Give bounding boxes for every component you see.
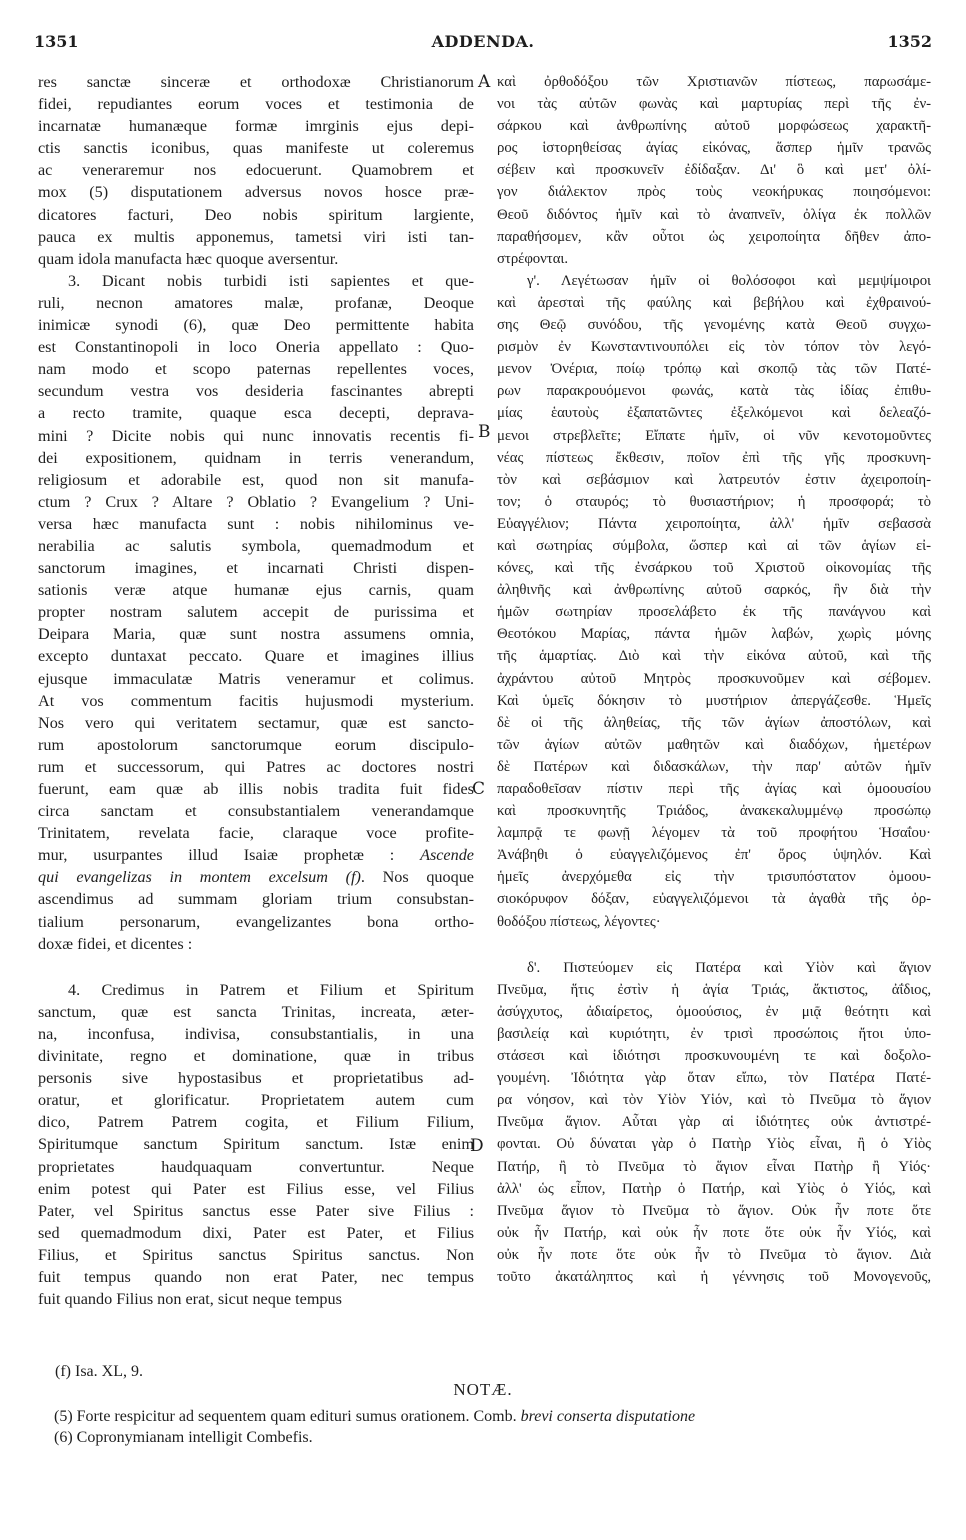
greek-line: μενον Ὀνέρια, ποίῳ τρόπῳ καὶ σκοπῷ τὰς τῶν Πατέ-: [497, 361, 931, 378]
greek-line: Θεοῦ διδόντος ἡμῖν καὶ τὸ ἀναπνεῖν, ὀλίγα ἐκ πολλῶν: [497, 206, 931, 223]
greek-line: Πατήρ, ἢ τὸ Πνεῦμα τὸ ἅγιον εἶναι Πατὴρ ἢ Υἱός·: [497, 1158, 931, 1175]
running-title: ADDENDA.: [431, 32, 535, 51]
greek-line: γ'. Λεγέτωσαν ἡμῖν οἱ θολόσοφοι καὶ μεμψίμοιροι: [527, 272, 931, 289]
latin-line: nam modo et scopo paternas repellentes voces,: [38, 360, 474, 379]
latin-line: pauca ex multis apponemus, tametsi viri isti tan-: [38, 227, 474, 246]
latin-line: ctis sanctis iconibus, quas manifeste ut coleremus: [38, 139, 474, 158]
greek-line: τον; ὁ σταυρός; τὸ θυσιαστήριον; ἡ προσφορά; τὸ: [497, 493, 931, 510]
latin-line: nerabilia ac salutis symbola, quemadmodum et: [38, 536, 474, 555]
latin-line: mur, usurpantes illud Isaiæ prophetæ : Ascende: [38, 846, 474, 865]
greek-line: Πνεῦμα ἅγιον τὸ Πνεῦμα τὸ ἅγιον. Οὐκ ἦν ποτε ὅτε: [497, 1202, 931, 1219]
latin-line: rum apostolorum sanctorumque eorum discipulo-: [38, 735, 474, 754]
greek-line: φονται. Οὐ δύναται γὰρ ὁ Πατὴρ Υἱὸς εἶναι, ἢ ὁ Υἱὸς: [497, 1136, 931, 1153]
latin-line: fuit quando Filius non erat, sicut neque tempus: [38, 1290, 342, 1309]
latin-line: qui evangelizas in montem excelsum (f). Nos quoque: [38, 868, 474, 887]
greek-line: ρων παρακρουόμενοι φωνάς, κατὰ τὰς ἰδίας ἐπιθυ-: [497, 383, 931, 400]
latin-line: inimicæ synodi (6), quæ Deo permittente habita: [38, 316, 474, 335]
greek-line: μίας ἑαυτοὺς ἐξαπατῶντες ἐξελκόμενοι καὶ δελεαζό-: [497, 405, 931, 422]
latin-line: versa hæc manufacta sunt : nobis nihilominus ve-: [38, 514, 474, 533]
greek-line: τοῦτο ἀκατάληπτος καὶ ἡ γέννησις τοῦ Μονογενοῦς,: [497, 1268, 931, 1285]
greek-line: σης Θεῷ συνόδου, τῆς γενομένης κατὰ Θεοῦ συγχω-: [497, 317, 931, 334]
greek-line: δὲ Πατέρων καὶ διδασκάλων, τὴν παρ' αὐτῶν ἡμῖν: [497, 758, 931, 775]
greek-line: ἡμεῖς ἀνερχόμεθα εἰς τὴν τρισυπόστατον ὁμοου-: [497, 869, 931, 886]
latin-line: personis sive hypostasibus et proprietatibus ad-: [38, 1069, 474, 1088]
latin-line: tialium personarum, evangelizantes bona ortho-: [38, 912, 474, 931]
greek-line: γουμένη. Ἰδιότητα γὰρ ὅταν εἴπω, τὸν Πατέρα Πατέ-: [497, 1070, 931, 1087]
latin-line: Pater, vel Spiritus sanctus esse Pater sive Filius :: [38, 1201, 474, 1220]
greek-line: παραδοθεῖσαν πίστιν περὶ τῆς ἁγίας καὶ ὁμοουσίου: [497, 781, 931, 797]
latin-line: fuerunt, eam quæ ab illis nobis tradita fuit fides: [38, 780, 474, 798]
greek-line: καὶ προσκυνητῆς Τριάδος, ἀνακεκαλυμμένῳ προσώπῳ: [497, 803, 931, 820]
latin-line: dei expositionem, quidnam in terris venerandum,: [38, 448, 474, 467]
latin-line: Trinitatem, revelata facie, claraque voce profite-: [38, 824, 474, 843]
latin-line: religiosum et adorabile est, quod non sit manufa-: [38, 470, 474, 489]
greek-line: καὶ ἀρεσταὶ τῆς φαύλης καὶ βεβήλου καὶ ἐχθραινού-: [497, 294, 931, 311]
greek-line: Εὐαγγέλιον; Πάντα χειροποίητα, ἀλλ' ἡμῖν σεβασσὰ: [497, 515, 931, 532]
greek-line: ἀσύγχυτος, ἀδιαίρετος, ὁμοούσιος, ἐν μιᾷ θεότητι καὶ: [497, 1003, 931, 1020]
greek-line: λαμπρᾷ τε φωνῇ λέγομεν τὰ τοῦ προφήτου Ἡσαΐου·: [497, 825, 931, 842]
latin-line: 4. Credimus in Patrem et Filium et Spiritum: [68, 980, 474, 999]
latin-line: doxæ fidei, et dicentes :: [38, 934, 193, 953]
note-6: (6) Copronymianam intelligit Combefis.: [54, 1429, 313, 1446]
greek-line: σιοκόρυφον δόξαν, εὐαγγελιζόμενοι τὰ ἀγαθὰ τῆς ὀρ-: [497, 891, 931, 908]
greek-line: τῆς ἁμαρτίας. Διὸ καὶ τὴν εἰκόνα αὐτοῦ, καὶ τῆς: [497, 648, 931, 665]
latin-italic-quote-end: qui evangelizas in montem excelsum (f): [38, 868, 361, 887]
latin-line: excepto duntaxat peccato. Quare et imagines illius: [38, 647, 474, 666]
latin-line: ruli, necnon amatores malæ, profanæ, Deoque: [38, 293, 474, 312]
section-marker-c: C: [472, 779, 486, 799]
latin-line: sed quemadmodum dixi, Pater est Pater, et Filius: [38, 1223, 474, 1242]
greek-line: Πνεῦμα, ἥτις ἐστὶν ἡ ἁγία Τριάς, ἄκτιστος, ἀΐδιος,: [497, 981, 931, 998]
greek-line: παραθήσομεν, κἂν οὗτοι ὡς χειροποίητα δῆθεν ἀπο-: [497, 228, 931, 245]
latin-line: dico, Patrem Patrem cogita, et Filium Filium,: [38, 1113, 474, 1132]
section-marker-d: D: [470, 1136, 484, 1156]
greek-line: γον διάλεκτον πρὸς τοὺς νεοκήρυκας ποιησόμενοι:: [497, 184, 931, 201]
latin-line: fuit tempus quando non erat Pater, nec tempus: [38, 1267, 474, 1286]
greek-line: θοδόξου πίστεως, λέγοντες·: [497, 913, 661, 930]
latin-line: sationis veræ atque humanæ ejus carnis, quam: [38, 581, 474, 600]
latin-line: circa sanctam et consubstantialem venerandamque: [38, 802, 474, 821]
latin-line: secundum vestra vos desideria fascinantes abrepti: [38, 382, 474, 401]
greek-line: Καὶ ὑμεῖς δόκησιν τὸ μυστήριον ἀπεργάζεσθε. Ἡμεῖς: [497, 692, 931, 709]
latin-line: Nos vero qui veritatem sectamur, quæ est sancto-: [38, 713, 474, 732]
latin-line: fidei, repudiantes eorum voces et testimonia de: [38, 95, 474, 114]
greek-line: μενοι στρεβλεῖτε; Εἴπατε ἡμῖν, οἱ νῦν κενοτομοῦντες: [497, 427, 931, 444]
latin-line: quam idola manufacta hæc quoque aversentur.: [38, 249, 339, 268]
greek-line: ρος ἱστορηθείσας ἁγίας εἰκόνας, ἅσπερ ἡμῖν τρανῶς: [497, 140, 931, 157]
greek-line: ρα νόησον, καὶ τὸν Υἱὸν Υἱόν, καὶ τὸ Πνεῦμα τὸ ἅγιον: [497, 1092, 931, 1109]
greek-line: στρέφονται.: [497, 250, 568, 267]
greek-line: βασιλείᾳ καὶ κυριότητι, ἐν τρισὶ προσώποις ἤτοι ὑπο-: [497, 1025, 931, 1042]
right-page-number: 1352: [887, 32, 932, 51]
greek-line: τὸν καὶ σεβάσμιον καὶ λατρευτόν ἐστιν ἀχειροποίη-: [497, 471, 931, 488]
latin-line: sanctorum imagines, et incarnati Christi dispen-: [38, 559, 474, 578]
page-header: [34, 32, 932, 56]
greek-column: [497, 71, 931, 1288]
note-5-italic: brevi conserta disputatione: [520, 1408, 696, 1425]
latin-line: divinitate, regno et dominatione, quæ in tribus: [38, 1047, 474, 1066]
latin-line: At vos commentum facitis hujusmodi mysterium.: [38, 691, 474, 710]
greek-line: στάσεσι καὶ ἰδιότησι προσκυνουμένη τε καὶ δοξολο-: [497, 1048, 931, 1065]
greek-line: δὲ οἱ τῆς ἀληθείας, τῆς τῶν ἁγίων ἀποστόλων, καὶ: [497, 714, 931, 731]
greek-line: Πνεῦμα ἅγιον. Αὗται γὰρ αἱ ἰδιότητες οὐκ ἀντιστρέ-: [497, 1114, 931, 1131]
notes-heading: NOTÆ.: [453, 1380, 513, 1399]
greek-line: κόνες, καὶ τῆς ἐνσάρκου τοῦ Χριστοῦ οἰκονομίας τῆς: [497, 560, 931, 577]
greek-line: Θεοτόκου Μαρίας, πάντα ἡμῶν λαβών, χωρὶς μόνης: [497, 626, 931, 643]
greek-line: δ'. Πιστεύομεν εἰς Πατέρα καὶ Υἱὸν καὶ ἅγιον: [527, 959, 931, 976]
latin-line: est Constantinopoli in loco Oneria appellato : Quo-: [38, 338, 474, 357]
latin-line: dicatores facturi, Deo nobis spiritum largiente,: [38, 205, 474, 224]
latin-line: mox (5) disputationem adversus novos hosce præ-: [38, 183, 474, 202]
notes-block: [54, 1406, 934, 1448]
greek-line: σέβειν καὶ προσκυνεῖν ἐδίδαξαν. Δι' ὃ καὶ μετ' ὀλί-: [497, 162, 931, 179]
latin-line: ac veneraremur nos edocuerunt. Quamobrem et: [38, 161, 474, 180]
greek-line: ἡμῶν σωτηρίαν προσελάβετο ἐκ τῆς πανάγνου καὶ: [497, 604, 931, 621]
left-page-number: 1351: [34, 32, 79, 51]
greek-line: τῶν ἁγίων αὐτῶν μαθητῶν καὶ διαδόχων, ἡμετέρων: [497, 736, 931, 753]
note-5: [54, 1406, 934, 1427]
greek-line: οὐκ ἦν Πατήρ, καὶ οὐκ ἦν ποτε ὅτε οὐκ ἦν Υἱός, καὶ: [497, 1224, 931, 1241]
greek-line: οὐκ ἦν ποτε ὅτε οὐκ ἦν τὸ Πνεῦμα τὸ ἅγιον. Διὰ: [497, 1246, 931, 1263]
greek-line: νέας πίστεως ἔκθεσιν, ποῖον ἐπὶ τῆς γῆς προσκυνη-: [497, 449, 931, 466]
scripture-footnote: (f) Isa. XL, 9.: [55, 1363, 143, 1380]
latin-line: propter nostram salutem accepit de purissima et: [38, 603, 474, 622]
latin-line: na, inconfusa, indivisa, consubstantialis, in una: [38, 1024, 474, 1043]
note-5-text: (5) Forte respicitur ad sequentem quam edituri sumus orationem. Comb.: [54, 1408, 521, 1425]
section-marker-b: B: [478, 422, 491, 442]
latin-line: mini ? Dicite nobis qui nunc innovatis recentis fi-: [38, 426, 474, 445]
latin-line: proprietates haudquaquam convertuntur. Neque: [38, 1157, 474, 1176]
latin-line: oratur, et glorificatur. Proprietatem autem cum: [38, 1091, 474, 1110]
greek-line: νοι τὰς αὐτῶν φωνὰς καὶ μαρτυρίας περὶ τῆς ἐν-: [497, 96, 931, 113]
greek-line: ρισμὸν ἐν Κωνσταντινουπόλει εἰς τὸν τόπον τὸν λεγό-: [497, 339, 931, 356]
greek-line: καὶ ὀρθοδόξου τῶν Χριστιανῶν πίστεως, παρωσάμε-: [497, 74, 931, 90]
latin-line: ejusque immaculatæ Matris veneramur et colimus.: [38, 669, 474, 688]
greek-line: σάρκου καὶ ἀνθρωπίνης αὐτοῦ μορφώσεως χαρακτῆ-: [497, 118, 931, 135]
latin-line: 3. Dicant nobis turbidi isti sapientes et que-: [68, 271, 474, 290]
latin-line: sanctum, quæ est sancta Trinitas, increata, æter-: [38, 1002, 474, 1021]
latin-line: res sanctæ sinceræ et orthodoxæ Christianorum: [38, 73, 474, 91]
latin-line: incarnatæ humanæque formæ imrginis ejus depi-: [38, 117, 474, 136]
greek-line: ἀλλ' ὡς εἶπον, Πατὴρ ὁ Πατήρ, καὶ Υἱὸς ὁ Υἱός, καὶ: [497, 1180, 931, 1197]
latin-column: [38, 71, 474, 1310]
latin-line: Spiritumque sanctum Spiritum sanctum. Istæ enim: [38, 1135, 474, 1154]
latin-line: Deipara Maria, quæ sunt nostra assumens omnia,: [38, 625, 474, 644]
latin-italic-quote-start: Ascende: [420, 846, 474, 865]
latin-line: enim potest qui Pater est Filius esse, vel Filius: [38, 1179, 474, 1198]
latin-line: rum et successorum, qui Patres ac doctores nostri: [38, 757, 474, 776]
latin-line: a recto tramite, quaque esca decepti, deprava-: [38, 404, 474, 423]
greek-line: Ἀνάβηθι ὁ εὐαγγελιζόμενος ἐπ' ὄρος ὑψηλόν. Καὶ: [497, 847, 931, 864]
greek-line: ἀχράντου αὐτοῦ Μητρὸς προσκυνοῦμεν καὶ σέβομεν.: [497, 670, 931, 687]
latin-line: Filius, et Spiritus sanctus Spiritus sanctus. Non: [38, 1245, 474, 1264]
greek-line: ἀληθινῆς καὶ ἀνθρωπίνης αὐτοῦ σαρκός, ἣν διὰ τὴν: [497, 582, 931, 599]
latin-line: ascendimus ad summam gloriam trium consubstan-: [38, 890, 474, 909]
section-marker-a: A: [478, 72, 491, 92]
latin-line: ctum ? Crux ? Altare ? Oblatio ? Evangelium ? Uni-: [38, 492, 474, 511]
greek-line: καὶ σωτηρίας σύμβολα, ὥσπερ καὶ αἱ τῶν ἁγίων εἰ-: [497, 537, 931, 554]
